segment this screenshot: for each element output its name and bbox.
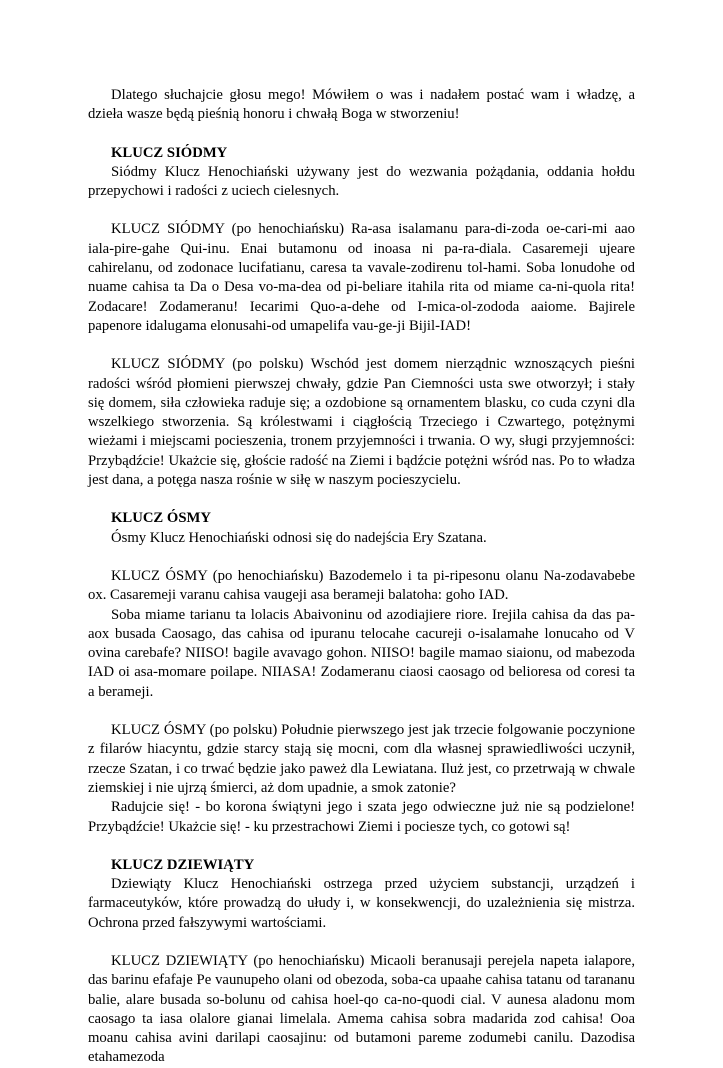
key-9-description: Dziewiąty Klucz Henochiański ostrzega przed użyciem substancji, urządzeń i farmaceutyków, które prowadzą do ułudy i, w konsekwencji, do uzależnienia się mistrza. Ochrona przed fałszywymi wartościami. <box>88 876 635 931</box>
key-8-description: Ósmy Klucz Henochiański odnosi się do nadejścia Ery Szatana. <box>111 529 487 546</box>
heading-key-9: KLUCZ DZIEWIĄTY <box>111 856 255 873</box>
heading-key-8: KLUCZ ÓSMY <box>111 510 211 527</box>
key-8-polish-2: Radujcie się! - bo korona świątyni jego i szata jego odwieczne już nie są podzielone! Przybądźcie! Ukażcie się! - ku przestrachowi Ziemi i pociesze tych, co gotowi są! <box>88 799 635 835</box>
key-7-polish: KLUCZ SIÓDMY (po polsku) Wschód jest domem nierządnic wznoszących pieśni radości wśród płomieni pierwszej chwały, gdzie Pan Ciemności usta swe otworzył; i stały się domem, siła człowieka raduje się; a ozdobione są ornamentem blasku, co cuda czyni dla wszelkiego stworzenia. Są królestwami i ciągłością Trzeciego i Czwartego, potężnymi wieżami i miejscami pocieszenia, tronem przyjemności i trwania. O wy, sługi przyjemności: Przybądźcie! Ukażcie się, głoście radość na Ziemi i bądźcie potężni wśród nas. Po to władza jest dana, a potęga nasza rośnie w siłę w naszym pocieszycielu. <box>88 356 635 489</box>
key-9-enochian: KLUCZ DZIEWIĄTY (po henochiańsku) Micaoli beranusaji perejela napeta ialapore, das barinu efafaje Pe vaunupeho olani od obezoda, soba-ca upaahe cahisa tatanu od tarananu balie, alare busada so-bolunu od cahisa hoel-qo ca-no-quodi cial. V aunesa aladonu mom caosago ta iasa olalore gianai limelala. Amema cahisa sobra madarida zod cahisa! Ooa moanu cahisa avini darilapi caosajinu: od butamoni pareme zodumebi canilu. Dazodisa etahamezoda <box>88 952 635 1066</box>
intro-paragraph: Dlatego słuchajcie głosu mego! Mówiłem o was i nadałem postać wam i władzę, a dzieła wasze będą pieśnią honoru i chwałą Boga w stworzeniu! <box>88 87 635 123</box>
key-8-polish-1: KLUCZ ÓSMY (po polsku) Południe pierwszego jest jak trzecie folgowanie poczynione z filarów hiacyntu, gdzie starcy stają się mocni, com dla własnej sprawiedliwości uczynił, rzecze Szatan, i co trwać będzie jako paweż dla Lewiatana. Iluż jest, co przetrwają w chwale ziemskiej i nie ujrzą śmierci, aż dom upadnie, a smok zatonie? <box>88 722 635 796</box>
heading-key-7: KLUCZ SIÓDMY <box>111 144 228 161</box>
key-8-enochian-1: KLUCZ ÓSMY (po henochiańsku) Bazodemelo i ta pi-ripesonu olanu Na-zodavabebe ox. Casaremeji varanu cahisa vaugeji asa berameji balatoha: goho IAD. <box>88 567 635 604</box>
key-7-enochian: KLUCZ SIÓDMY (po henochiańsku) Ra-asa isalamanu para-di-zoda oe-cari-mi aao iala-pire-gahe Qui-inu. Enai butamonu od inoasa ni pa-ra-diala. Casaremeji ujeare cahirelanu, od zodonace lucifatianu, caresa ta vavale-zodirenu tol-hami. Soba lonudohe od nuame cahisa ta Da o Desa vo-ma-dea od pi-beliare itahila rita od miame ca-ni-quola rita! Zodacare! Zodameranu! Iecarimi Quo-a-dehe od I-mica-ol-zododa aaiome. Bajirele papenore idalugama elonusahi-od umapelifa vau-ge-ji Bijil-IAD! <box>88 221 635 334</box>
key-8-enochian-2: Soba miame tarianu ta lolacis Abaivoninu od azodiajiere riore. Irejila cahisa da das pa-aox busada Caosago, das cahisa od ipuranu telocahe cacureji o-isalamahe lonucaho od V ovina carebafe? NIISO! bagile avavago gohon. NIISO! bagile mamao siaionu, od mabezoda IAD oi asa-momare poilape. NIIASA! Zodameranu ciaosi caosago od belioresa od coresi ta a berameji. <box>88 606 635 700</box>
key-7-description: Siódmy Klucz Henochiański używany jest do wezwania pożądania, oddania hołdu przepychowi i radości z uciech cielesnych. <box>88 163 635 200</box>
